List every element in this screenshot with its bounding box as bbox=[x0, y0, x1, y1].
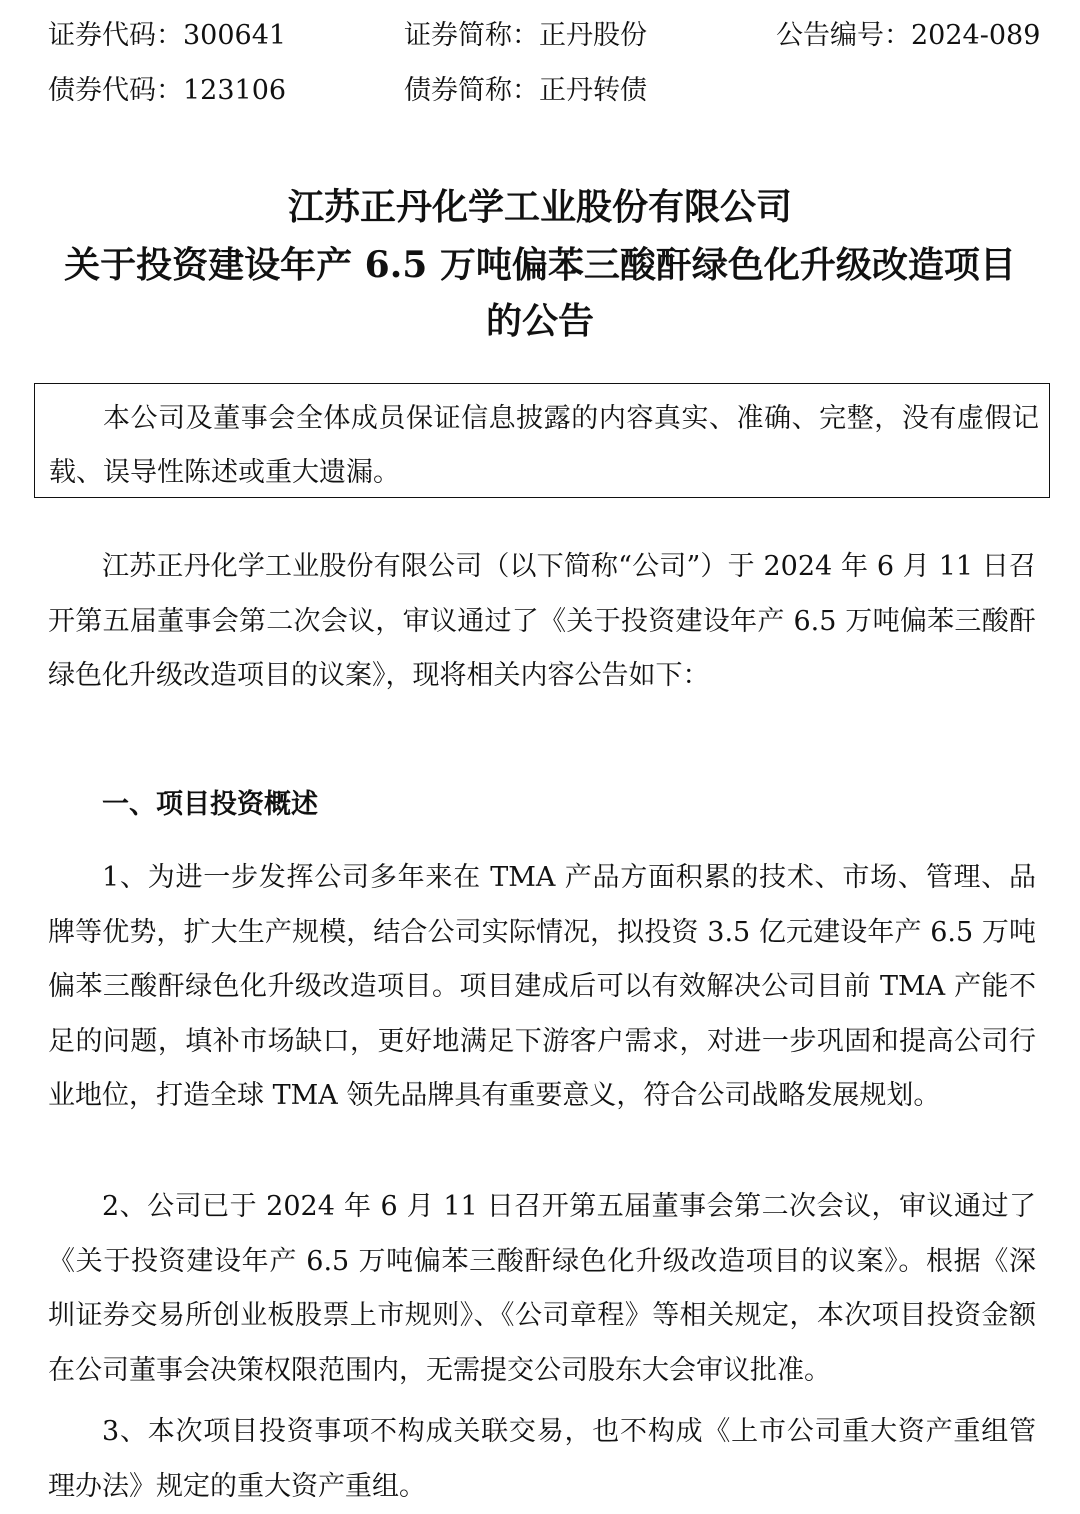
section-heading-project-overview: 一、项目投资概述 bbox=[102, 789, 318, 820]
announcement-number: 公告编号：2024-089 bbox=[776, 20, 1041, 51]
stock-code: 证券代码：300641 bbox=[48, 20, 287, 51]
title-subject: 关于投资建设年产 6.5 万吨偏苯三酸酐绿色化升级改造项目 bbox=[64, 244, 1016, 286]
bond-name: 债券简称：正丹转债 bbox=[404, 75, 647, 106]
board-guarantee-notice-box bbox=[34, 383, 1050, 498]
intro-paragraph: 江苏正丹化学工业股份有限公司（以下简称“公司”）于 2024 年 6 月 11 日召开第五届董事会第二次会议，审议通过了《关于投资建设年产 6.5 万吨偏苯三酸酐绿色化升级改造项目的议案》，现将相关内容公告如下： bbox=[48, 551, 1036, 691]
board-guarantee-notice-text: 本公司及董事会全体成员保证信息披露的内容真实、准确、完整，没有虚假记载、误导性陈述或重大遗漏。 bbox=[49, 403, 1039, 488]
item-1-paragraph: 1、为进一步发挥公司多年来在 TMA 产品方面积累的技术、市场、管理、品牌等优势，扩大生产规模，结合公司实际情况，拟投资 3.5 亿元建设年产 6.5 万吨偏苯三酸酐绿色化升级改造项目。项目建成后可以有效解决公司目前 TMA 产能不足的问题，填补市场缺口，更好地满足下游客户需求，对进一步巩固和提高公司行业地位，打造全球 TMA 领先品牌具有重要意义，符合公司战略发展规划。 bbox=[48, 862, 1036, 1111]
header-row-stock bbox=[48, 16, 1041, 56]
title-company: 江苏正丹化学工业股份有限公司 bbox=[287, 186, 792, 228]
item-2-paragraph: 2、公司已于 2024 年 6 月 11 日召开第五届董事会第二次会议，审议通过了《关于投资建设年产 6.5 万吨偏苯三酸酐绿色化升级改造项目的议案》。根据《深圳证券交易所创业板股票上市规则》、《公司章程》等相关规定，本次项目投资金额在公司董事会决策权限范围内，无需提交公司股东大会审议批准。 bbox=[48, 1191, 1036, 1386]
title-suffix: 的公告 bbox=[485, 300, 594, 342]
header-row-bond bbox=[48, 71, 1038, 111]
stock-name: 证券简称：正丹股份 bbox=[404, 20, 647, 51]
bond-code: 债券代码：123106 bbox=[48, 75, 287, 106]
item-3-paragraph: 3、本次项目投资事项不构成关联交易，也不构成《上市公司重大资产重组管理办法》规定的重大资产重组。 bbox=[48, 1416, 1036, 1502]
